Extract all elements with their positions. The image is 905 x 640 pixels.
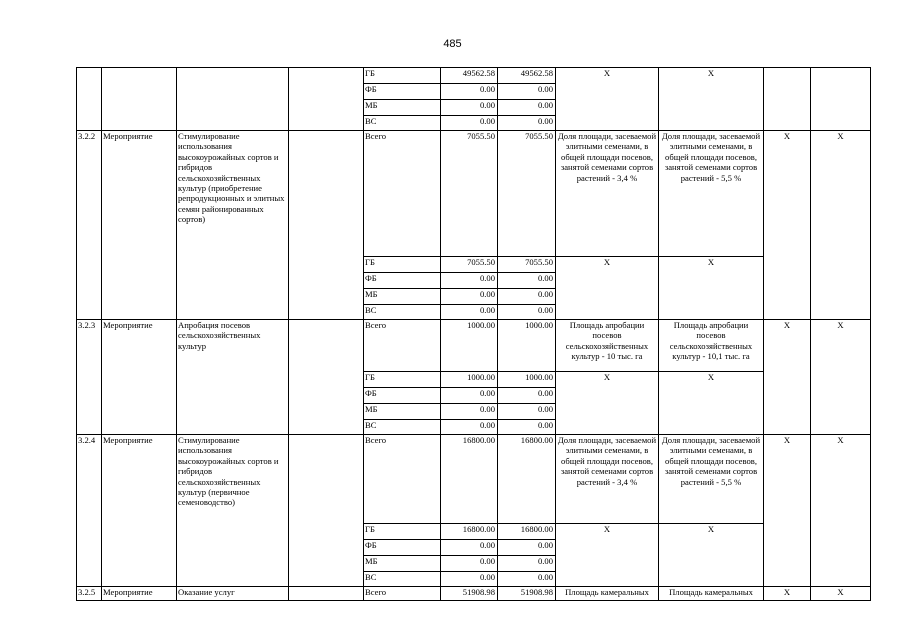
- amount-cell: 7055.50: [498, 131, 556, 257]
- program-measures-table: [76, 67, 871, 601]
- amount-cell: 0.00: [498, 289, 556, 305]
- source-cell: МБ: [364, 289, 441, 305]
- amount-cell: 0.00: [498, 420, 556, 435]
- amount-cell: 1000.00: [441, 372, 498, 388]
- source-cell: ГБ: [364, 257, 441, 273]
- code-cell: 3.2.5: [77, 587, 102, 601]
- indicator-cell: Х: [556, 372, 659, 435]
- blank-cell: [289, 68, 364, 131]
- type-cell: [102, 68, 177, 131]
- source-cell: ГБ: [364, 524, 441, 540]
- amount-cell: 51908.98: [498, 587, 556, 601]
- type-cell: Мероприятие: [102, 131, 177, 320]
- blank-cell: [289, 435, 364, 587]
- amount-cell: 0.00: [498, 100, 556, 116]
- x-cell: Х: [811, 587, 871, 601]
- amount-cell: 0.00: [441, 420, 498, 435]
- amount-cell: 0.00: [441, 84, 498, 100]
- amount-cell: 49562.58: [441, 68, 498, 84]
- amount-cell: 0.00: [441, 540, 498, 556]
- amount-cell: 0.00: [498, 84, 556, 100]
- type-cell: Мероприятие: [102, 435, 177, 587]
- amount-cell: 0.00: [498, 556, 556, 572]
- type-cell: Мероприятие: [102, 320, 177, 435]
- indicator-cell: Доля площади, засеваемой элитными семенами, в общей площади посевов, занятой семенами сортов растений - 3,4 %: [556, 131, 659, 257]
- indicator-cell: Х: [659, 68, 764, 131]
- source-cell: ВС: [364, 420, 441, 435]
- code-cell: [77, 68, 102, 131]
- amount-cell: 0.00: [441, 404, 498, 420]
- amount-cell: 7055.50: [441, 257, 498, 273]
- name-cell: [177, 68, 289, 131]
- source-cell: МБ: [364, 404, 441, 420]
- indicator-cell: Площадь апробации посевов сельскохозяйственных культур - 10 тыс. га: [556, 320, 659, 372]
- amount-cell: 1000.00: [441, 320, 498, 372]
- page-number: 485: [443, 38, 462, 50]
- x-cell: [764, 68, 811, 131]
- amount-cell: 49562.58: [498, 68, 556, 84]
- source-cell: Всего: [364, 131, 441, 257]
- indicator-cell: Х: [659, 257, 764, 320]
- amount-cell: 0.00: [498, 305, 556, 320]
- source-cell: Всего: [364, 587, 441, 601]
- amount-cell: 16800.00: [441, 524, 498, 540]
- indicator-cell: Площадь апробации посевов сельскохозяйственных культур - 10,1 тыс. га: [659, 320, 764, 372]
- code-cell: 3.2.2: [77, 131, 102, 320]
- amount-cell: 0.00: [441, 572, 498, 587]
- amount-cell: 0.00: [498, 404, 556, 420]
- table-row: [77, 587, 871, 601]
- table-row: [77, 435, 871, 524]
- x-cell: Х: [811, 435, 871, 587]
- source-cell: МБ: [364, 100, 441, 116]
- source-cell: ВС: [364, 572, 441, 587]
- code-cell: 3.2.4: [77, 435, 102, 587]
- blank-cell: [289, 131, 364, 320]
- amount-cell: 1000.00: [498, 372, 556, 388]
- amount-cell: 7055.50: [441, 131, 498, 257]
- amount-cell: 0.00: [441, 388, 498, 404]
- amount-cell: 0.00: [441, 289, 498, 305]
- amount-cell: 0.00: [441, 305, 498, 320]
- indicator-cell: Х: [659, 524, 764, 587]
- code-cell: 3.2.3: [77, 320, 102, 435]
- indicator-cell: Х: [659, 372, 764, 435]
- indicator-cell: Доля площади, засеваемой элитными семенами, в общей площади посевов, занятой семенами сортов растений - 3,4 %: [556, 435, 659, 524]
- indicator-cell: Х: [556, 257, 659, 320]
- source-cell: ВС: [364, 305, 441, 320]
- source-cell: ГБ: [364, 372, 441, 388]
- source-cell: Всего: [364, 435, 441, 524]
- x-cell: Х: [764, 131, 811, 320]
- source-cell: ВС: [364, 116, 441, 131]
- name-cell: Стимулирование использования высокоурожайных сортов и гибридов сельскохозяйственных культур (первичное семеноводство): [177, 435, 289, 587]
- amount-cell: 0.00: [441, 116, 498, 131]
- amount-cell: 51908.98: [441, 587, 498, 601]
- blank-cell: [289, 320, 364, 435]
- amount-cell: 0.00: [498, 572, 556, 587]
- source-cell: ФБ: [364, 540, 441, 556]
- table-row: [77, 131, 871, 257]
- amount-cell: 0.00: [498, 273, 556, 289]
- source-cell: ФБ: [364, 273, 441, 289]
- amount-cell: 1000.00: [498, 320, 556, 372]
- amount-cell: 16800.00: [498, 524, 556, 540]
- x-cell: Х: [764, 435, 811, 587]
- amount-cell: 0.00: [498, 388, 556, 404]
- amount-cell: 16800.00: [498, 435, 556, 524]
- source-cell: Всего: [364, 320, 441, 372]
- indicator-cell: Х: [556, 524, 659, 587]
- indicator-cell: Доля площади, засеваемой элитными семенами, в общей площади посевов, занятой семенами сортов растений - 5,5 %: [659, 131, 764, 257]
- amount-cell: 0.00: [498, 540, 556, 556]
- blank-cell: [289, 587, 364, 601]
- indicator-cell: Площадь камеральных: [556, 587, 659, 601]
- source-cell: МБ: [364, 556, 441, 572]
- source-cell: ГБ: [364, 68, 441, 84]
- x-cell: Х: [764, 587, 811, 601]
- table-row: [77, 68, 871, 84]
- amount-cell: 0.00: [441, 273, 498, 289]
- amount-cell: 0.00: [441, 100, 498, 116]
- amount-cell: 0.00: [498, 116, 556, 131]
- table-row: [77, 320, 871, 372]
- indicator-cell: Доля площади, засеваемой элитными семенами, в общей площади посевов, занятой семенами сортов растений - 5,5 %: [659, 435, 764, 524]
- indicator-cell: Х: [556, 68, 659, 131]
- name-cell: Апробация посевов сельскохозяйственных культур: [177, 320, 289, 435]
- indicator-cell: Площадь камеральных: [659, 587, 764, 601]
- x-cell: Х: [811, 320, 871, 435]
- source-cell: ФБ: [364, 84, 441, 100]
- name-cell: Оказание услуг: [177, 587, 289, 601]
- x-cell: Х: [811, 131, 871, 320]
- amount-cell: 16800.00: [441, 435, 498, 524]
- amount-cell: 0.00: [441, 556, 498, 572]
- type-cell: Мероприятие: [102, 587, 177, 601]
- source-cell: ФБ: [364, 388, 441, 404]
- x-cell: [811, 68, 871, 131]
- amount-cell: 7055.50: [498, 257, 556, 273]
- name-cell: Стимулирование использования высокоурожайных сортов и гибридов сельскохозяйственных культур (приобретение репродукционных и элитных семян районированных сортов): [177, 131, 289, 320]
- x-cell: Х: [764, 320, 811, 435]
